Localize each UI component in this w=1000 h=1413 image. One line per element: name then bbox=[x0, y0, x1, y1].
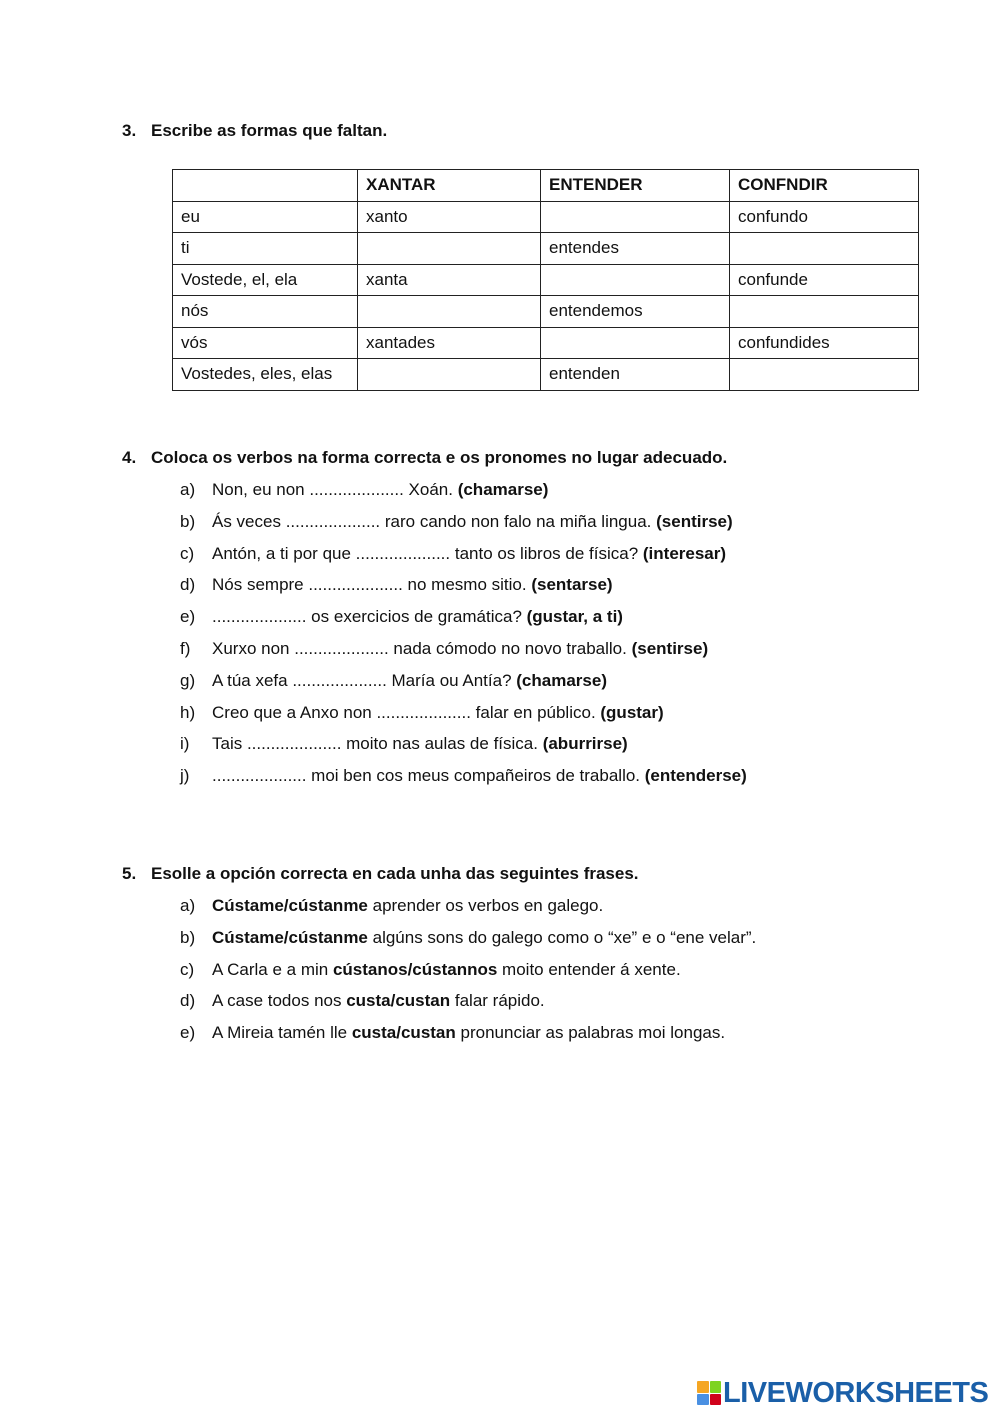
item-bold-text: (gustar, a ti) bbox=[526, 607, 623, 627]
pronoun-cell: eu bbox=[173, 201, 358, 233]
item-text: Nós sempre .................... no mesmo sitio. bbox=[212, 575, 532, 595]
item-letter: j) bbox=[180, 766, 190, 786]
item-bold-text: (chamarse) bbox=[516, 670, 607, 690]
item-bold-text: custa/custan bbox=[346, 991, 451, 1011]
table-header-cell bbox=[173, 170, 358, 202]
answer-cell: entenden bbox=[541, 359, 730, 391]
list-item bbox=[180, 479, 747, 511]
answer-cell: xantades bbox=[358, 327, 541, 359]
item-bold-text: (sentarse) bbox=[531, 575, 613, 595]
list-item bbox=[180, 990, 756, 1022]
pronoun-cell: Vostede, el, ela bbox=[173, 264, 358, 296]
item-bold-text: (sentirse) bbox=[631, 638, 709, 658]
item-text: aprender os verbos en galego. bbox=[367, 896, 604, 915]
exercise-4-list bbox=[180, 479, 747, 797]
item-bold-text: (interesar) bbox=[642, 543, 727, 563]
list-item bbox=[180, 670, 747, 702]
list-item bbox=[180, 543, 747, 575]
section-title: Coloca os verbos na forma correcta e os pronomes no lugar adecuado. bbox=[151, 448, 728, 467]
exercise-5-list bbox=[180, 895, 756, 1054]
list-item bbox=[180, 511, 747, 543]
answer-cell[interactable] bbox=[358, 359, 541, 391]
answer-cell[interactable] bbox=[541, 264, 730, 296]
list-item bbox=[180, 927, 756, 959]
logo-text: LIVEWORKSHEETS bbox=[723, 1376, 989, 1409]
section-5-heading bbox=[122, 864, 639, 884]
answer-cell: entendes bbox=[541, 233, 730, 265]
pronoun-cell: nós bbox=[173, 296, 358, 328]
item-text: algúns sons do galego como o “xe” e o “ene velar”. bbox=[367, 927, 757, 947]
item-letter: b) bbox=[180, 927, 196, 947]
list-item bbox=[180, 959, 756, 991]
section-title: Esolle a opción correcta en cada unha das seguintes frases. bbox=[151, 864, 639, 883]
list-item bbox=[180, 1022, 756, 1054]
item-bold-text: (chamarse) bbox=[457, 480, 549, 499]
list-item bbox=[180, 765, 747, 797]
answer-cell: xanto bbox=[358, 201, 541, 233]
answer-cell[interactable] bbox=[541, 201, 730, 233]
conjugation-table bbox=[172, 169, 919, 391]
item-text: .................... os exercicios de gramática? bbox=[212, 607, 527, 627]
pronoun-cell: Vostedes, eles, elas bbox=[173, 359, 358, 391]
item-text: A case todos nos bbox=[212, 991, 347, 1011]
item-letter: b) bbox=[180, 511, 196, 531]
item-bold-text: Cústame/cústanme bbox=[212, 896, 368, 915]
list-item bbox=[180, 606, 747, 638]
item-text: moito entender á xente. bbox=[497, 959, 681, 979]
answer-cell: entendemos bbox=[541, 296, 730, 328]
section-number: 3. bbox=[122, 121, 137, 140]
section-number: 5. bbox=[122, 864, 137, 883]
answer-cell[interactable] bbox=[358, 233, 541, 265]
item-bold-text: Cústame/cústanme bbox=[212, 927, 368, 947]
answer-cell: confunde bbox=[730, 264, 919, 296]
item-bold-text: custa/custan bbox=[351, 1023, 456, 1043]
item-bold-text: cústanos/cústannos bbox=[332, 959, 498, 979]
item-letter: a) bbox=[180, 480, 196, 499]
list-item bbox=[180, 702, 747, 734]
item-text: falar rápido. bbox=[450, 991, 545, 1011]
table-row bbox=[173, 233, 919, 265]
item-letter: c) bbox=[180, 543, 195, 563]
item-letter: i) bbox=[180, 734, 190, 754]
item-letter: f) bbox=[180, 638, 191, 658]
answer-cell[interactable] bbox=[730, 359, 919, 391]
item-bold-text: (aburrirse) bbox=[542, 734, 628, 754]
item-text: Non, eu non .................... Xoán. bbox=[212, 480, 458, 499]
item-bold-text: (entenderse) bbox=[644, 766, 747, 786]
item-letter: e) bbox=[180, 1023, 196, 1043]
item-text: Tais .................... moito nas aulas de física. bbox=[212, 734, 543, 754]
logo-icon bbox=[697, 1381, 721, 1405]
section-4-heading bbox=[122, 448, 727, 468]
table-row bbox=[173, 264, 919, 296]
answer-cell: confundo bbox=[730, 201, 919, 233]
item-letter: h) bbox=[180, 702, 196, 722]
answer-cell[interactable] bbox=[730, 296, 919, 328]
item-text: Creo que a Anxo non .................... falar en público. bbox=[212, 702, 601, 722]
item-letter: a) bbox=[180, 896, 196, 915]
table-header-cell: CONFNDIR bbox=[730, 170, 919, 202]
item-letter: c) bbox=[180, 959, 195, 979]
answer-cell[interactable] bbox=[358, 296, 541, 328]
table-row bbox=[173, 359, 919, 391]
item-text: .................... moi ben cos meus compañeiros de traballo. bbox=[212, 766, 645, 786]
pronoun-cell: ti bbox=[173, 233, 358, 265]
item-letter: d) bbox=[180, 575, 196, 595]
answer-cell[interactable] bbox=[730, 233, 919, 265]
item-letter: d) bbox=[180, 991, 196, 1011]
answer-cell: confundides bbox=[730, 327, 919, 359]
item-text: pronunciar as palabras moi longas. bbox=[455, 1023, 726, 1043]
table-row bbox=[173, 327, 919, 359]
section-3-heading bbox=[122, 121, 387, 141]
liveworksheets-logo bbox=[697, 1376, 988, 1410]
list-item bbox=[180, 638, 747, 670]
list-item bbox=[180, 733, 747, 765]
item-bold-text: (sentirse) bbox=[656, 511, 733, 531]
item-text: A Carla e a min bbox=[212, 959, 333, 979]
item-letter: g) bbox=[180, 670, 196, 690]
pronoun-cell: vós bbox=[173, 327, 358, 359]
table-header-cell: ENTENDER bbox=[541, 170, 730, 202]
table-row bbox=[173, 201, 919, 233]
item-text: A Mireia tamén lle bbox=[212, 1023, 352, 1043]
list-item bbox=[180, 895, 756, 927]
item-bold-text: (gustar) bbox=[600, 702, 664, 722]
table-header-cell: XANTAR bbox=[358, 170, 541, 202]
table-header-row bbox=[173, 170, 919, 202]
answer-cell: xanta bbox=[358, 264, 541, 296]
answer-cell[interactable] bbox=[541, 327, 730, 359]
item-text: Ás veces .................... raro cando non falo na miña lingua. bbox=[212, 511, 657, 531]
item-text: Xurxo non .................... nada cómodo no novo traballo. bbox=[212, 638, 632, 658]
table-row bbox=[173, 296, 919, 328]
list-item bbox=[180, 574, 747, 606]
item-text: A túa xefa .................... María ou Antía? bbox=[212, 670, 517, 690]
item-letter: e) bbox=[180, 607, 196, 627]
section-title: Escribe as formas que faltan. bbox=[151, 121, 388, 140]
item-text: Antón, a ti por que .................... tanto os libros de física? bbox=[212, 543, 643, 563]
section-number: 4. bbox=[122, 448, 137, 467]
